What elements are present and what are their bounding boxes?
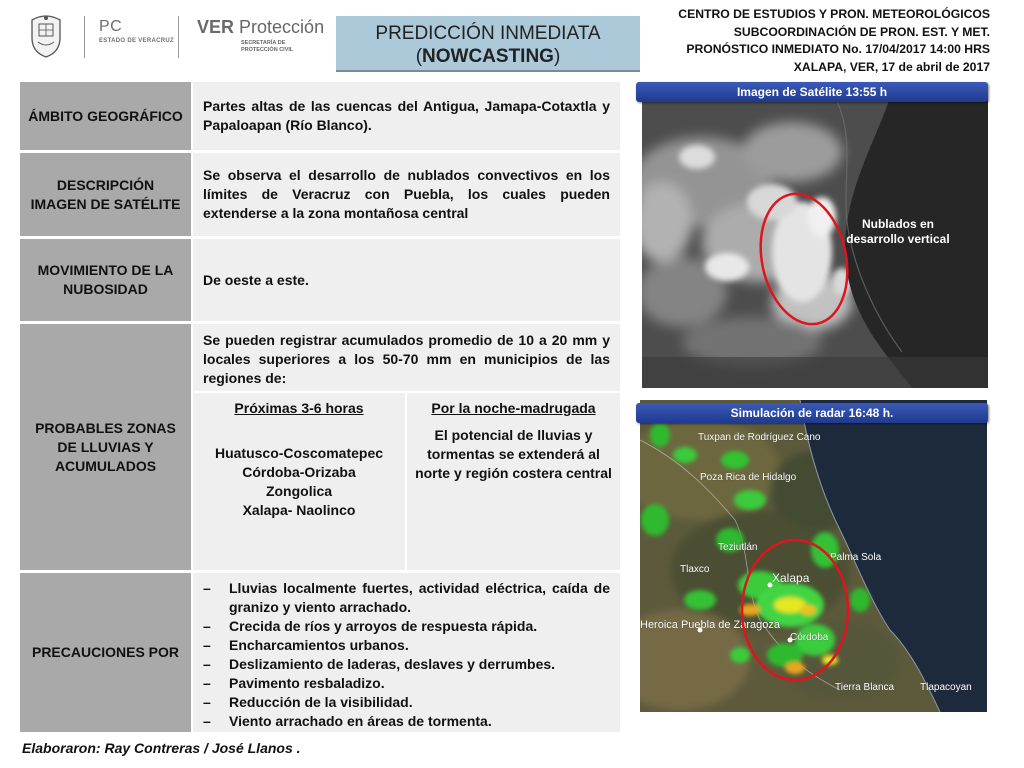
zonas-label: PROBABLES ZONAS DE LLUVIAS Y ACUMULADOS — [20, 324, 191, 570]
radar-image — [640, 400, 987, 712]
report-title-nowcasting: NOWCASTING — [422, 46, 554, 67]
precauciones-label: PRECAUCIONES POR — [20, 573, 191, 732]
veracruz-seal-logo — [28, 12, 64, 58]
radar-place-label: Poza Rica de Hidalgo — [700, 472, 797, 483]
ver-proteccion-logo — [178, 16, 324, 58]
radar-place-label: Tlaxco — [680, 564, 710, 575]
radar-place-label: Córdoba — [790, 632, 829, 643]
satellite-banner: Imagen de Satélite 13:55 h — [636, 82, 988, 102]
descripcion-label: DESCRIPCIÓN IMAGEN DE SATÉLITE — [20, 153, 191, 236]
org-line-2: SUBCOORDINACIÓN DE PRON. EST. Y MET. — [733, 24, 990, 39]
proximas-item: Huatusco-Coscomatepec — [214, 445, 384, 461]
radar-place-label: Tierra Blanca — [835, 682, 895, 693]
org-line-1: CENTRO DE ESTUDIOS Y PRON. METEOROLÓGICOS — [678, 7, 990, 21]
report-title-line2 — [336, 45, 640, 68]
precaucion-item: – Crecida de ríos y arroyos de respuesta rápida. — [203, 617, 610, 636]
pc-logo-title: PC — [99, 18, 123, 35]
precaucion-item: – Lluvias localmente fuertes, actividad eléctrica, caída de granizo y viento arrachado. — [203, 579, 610, 617]
radar-place-label: Tlapacoyan — [920, 682, 972, 693]
radar-place-label: Tuxpan de Rodríguez Cano — [698, 432, 821, 443]
ambito-text — [193, 82, 620, 150]
org-line-3: PRONÓSTICO INMEDIATO No. 17/04/2017 14:00 HRS — [686, 42, 990, 56]
paren-open: ( — [415, 46, 423, 67]
satellite-caption — [838, 217, 958, 247]
zonas-text: Se pueden registrar acumulados promedio de 10 a 20 mm y locales superiores a los 50-70 mm en municipios de las regiones de: — [193, 324, 620, 391]
precauciones-list — [203, 579, 610, 731]
satellite-caption-line2: desarrollo vertical — [846, 232, 950, 246]
proximas-item: Xalapa- Naolinco — [242, 502, 356, 518]
satellite-caption-line1: Nublados en — [861, 217, 934, 231]
radar-place-label: Palma Sola — [830, 552, 882, 563]
forecast-table — [20, 82, 620, 732]
precaucion-item: – Deslizamiento de laderas, deslaves y derrumbes. — [203, 655, 610, 674]
precaucion-item: – Encharcamientos urbanos. — [203, 636, 610, 655]
credits-footer: Elaboraron: Ray Contreras / José Llanos . — [22, 740, 301, 756]
radar-place-label: Xalapa — [772, 571, 810, 585]
ambito-text-content: Partes altas de las cuencas del Antigua, Jamapa-Cotaxtla y Papaloapan (Río Blanco). — [203, 98, 610, 133]
pc-logo-subtitle: ESTADO DE VERACRUZ — [99, 38, 174, 44]
proximas-item: Córdoba-Orizaba — [242, 464, 356, 480]
radar-banner: Simulación de radar 16:48 h. — [636, 403, 988, 423]
proximas-column — [193, 393, 405, 570]
ver-logo-subtitle: SECRETARÍA DE PROTECCIÓN CIVIL — [241, 40, 294, 53]
noche-column — [407, 393, 620, 570]
precaucion-item: – Viento arrachado en áreas de tormenta. — [203, 712, 610, 731]
proximas-item: Zongolica — [265, 483, 333, 499]
descripcion-text: Se observa el desarrollo de nublados convectivos en los límites de Veracruz con Puebla, los cuales pueden extenderse a la zona montañosa central — [193, 153, 620, 236]
radar-place-label: Teziutlán — [718, 542, 758, 553]
precaucion-item: – Pavimento resbaladizo. — [203, 674, 610, 693]
radar-place-label: Heroica Puebla de Zaragoza — [640, 619, 781, 631]
ver-logo-rest: Protección — [239, 17, 325, 37]
ver-logo-title — [197, 16, 324, 38]
movimiento-label: MOVIMIENTO DE LA NUBOSIDAD — [20, 239, 191, 321]
movimiento-text-content: De oeste a este. — [203, 271, 309, 288]
precauciones-list-cell — [193, 573, 620, 732]
precaucion-item: – Reducción de la visibilidad. — [203, 693, 610, 712]
report-title-box — [336, 16, 640, 72]
noche-text: El potencial de lluvias y tormentas se extenderá al norte y región costera central — [415, 427, 612, 481]
report-title-line1: PREDICCIÓN INMEDIATA — [375, 23, 601, 44]
ver-logo-bold: VER — [197, 17, 235, 37]
movimiento-text — [193, 239, 620, 321]
paren-close: ) — [553, 46, 561, 67]
proximas-heading: Próximas 3-6 horas — [234, 400, 364, 416]
org-line-4: XALAPA, VER, 17 de abril de 2017 — [793, 59, 990, 74]
ambito-label: ÁMBITO GEOGRÁFICO — [20, 82, 191, 150]
noche-heading: Por la noche-madrugada — [431, 400, 596, 416]
pc-logo — [84, 16, 174, 58]
organization-info — [678, 6, 990, 76]
